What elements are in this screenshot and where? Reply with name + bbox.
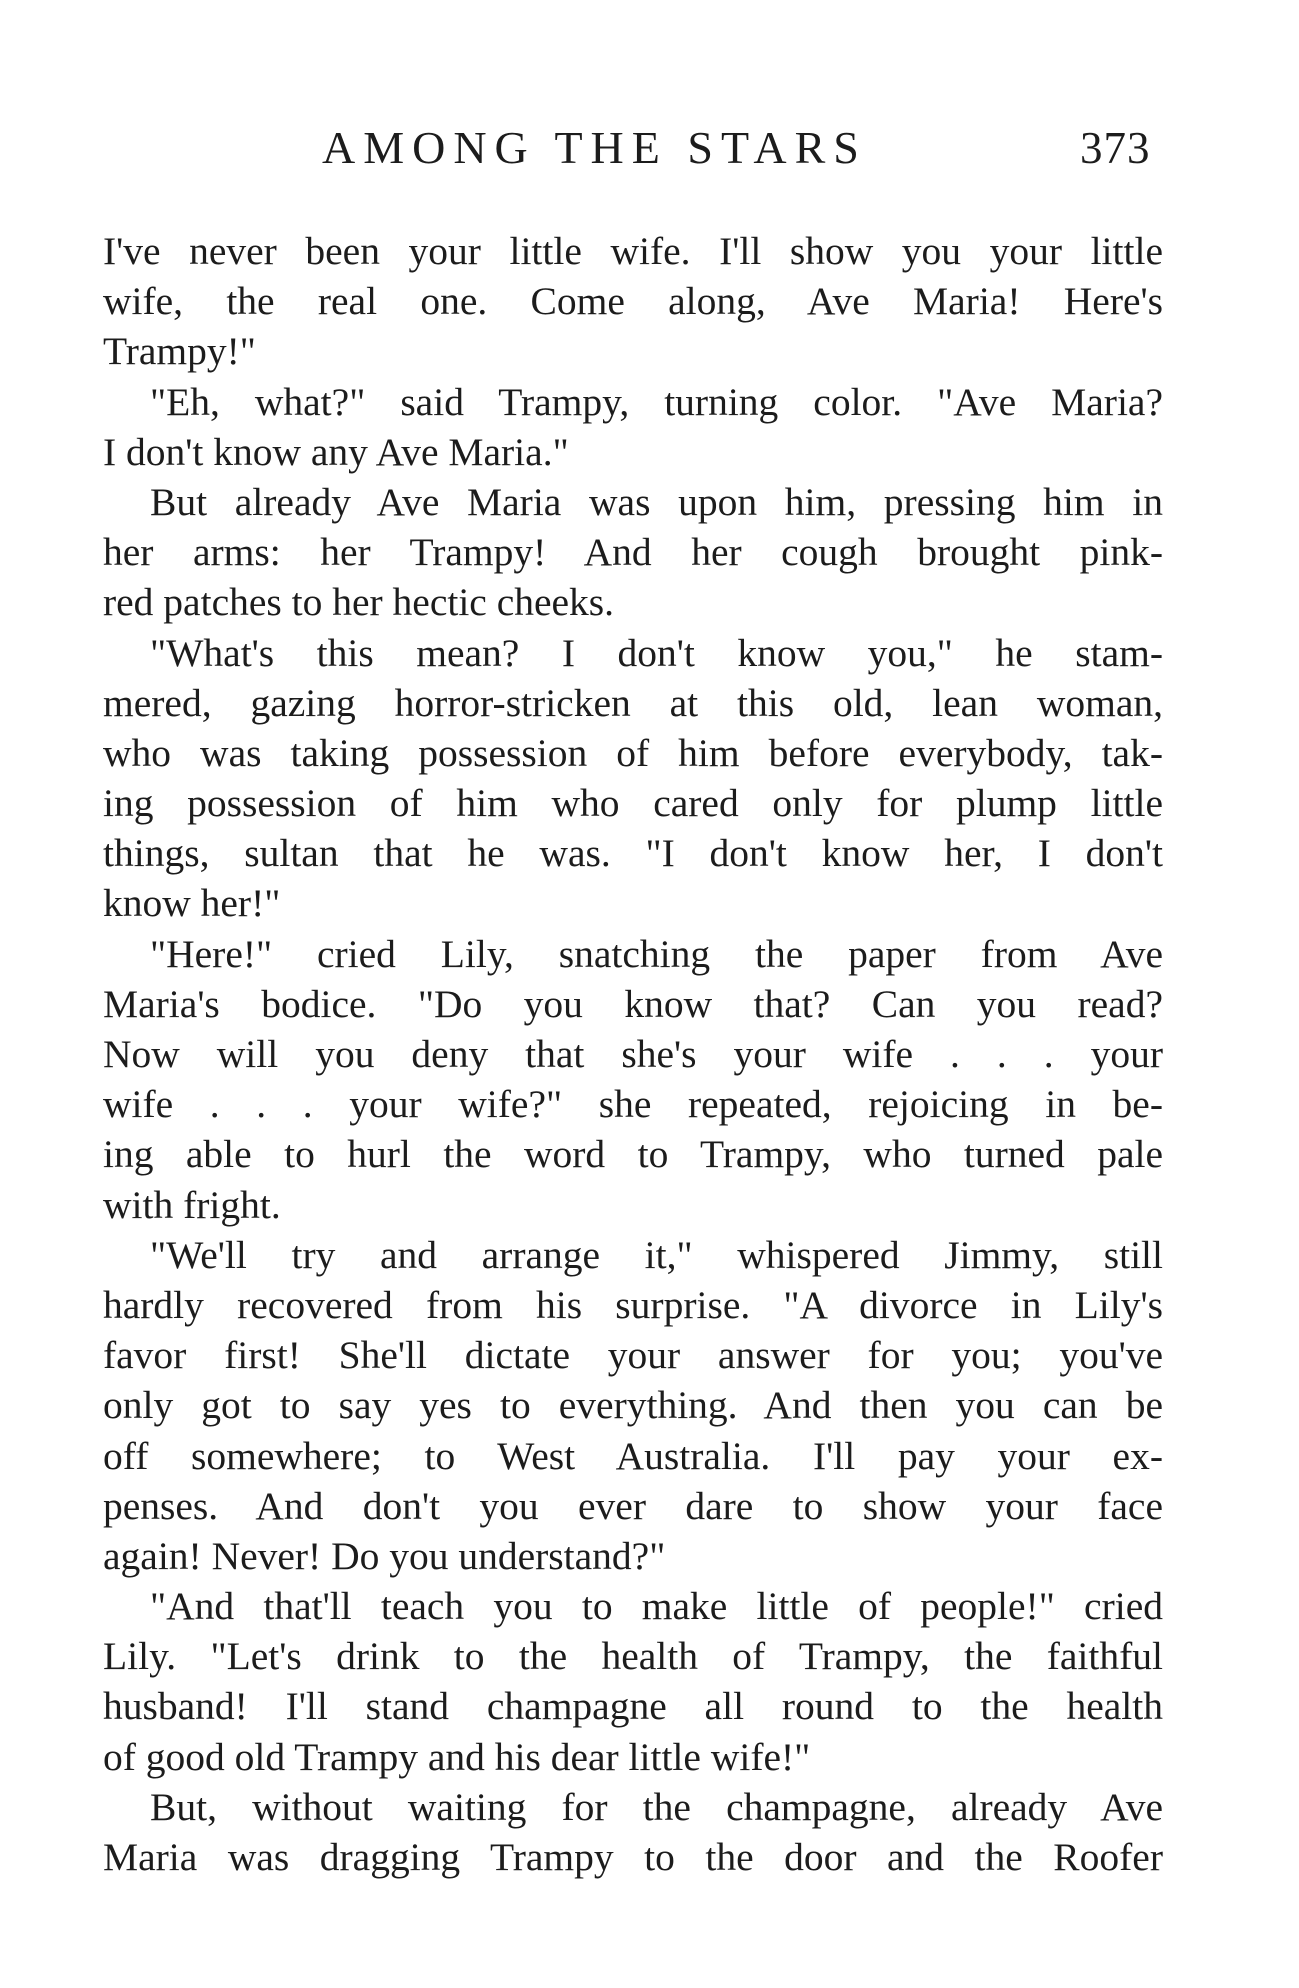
text-line: But already Ave Maria was upon him, pressing him in (150, 479, 1163, 524)
text-line: But, without waiting for the champagne, already Ave (150, 1784, 1163, 1829)
text-line: wife . . . your wife?" she repeated, rejoicing in be- (103, 1082, 1163, 1127)
text-line: "And that'll teach you to make little of people!" cried (150, 1584, 1163, 1629)
running-title: AMONG THE STARS (322, 122, 867, 173)
text-line: who was taking possession of him before everybody, tak- (103, 730, 1163, 775)
text-line: only got to say yes to everything. And then you can be (103, 1383, 1163, 1428)
text-line: her arms: her Trampy! And her cough brought pink- (103, 530, 1163, 575)
text-line: with fright. (103, 1182, 281, 1227)
text-line: know her!" (103, 881, 281, 926)
text-line: "Eh, what?" said Trampy, turning color. "Ave Maria? (150, 379, 1163, 424)
text-line: hardly recovered from his surprise. "A divorce in Lily's (103, 1282, 1163, 1327)
text-line: "What's this mean? I don't know you," he stam- (150, 630, 1163, 675)
text-line: "We'll try and arrange it," whispered Jimmy, still (150, 1232, 1163, 1277)
text-line: I don't know any Ave Maria." (103, 429, 569, 474)
text-line: "Here!" cried Lily, snatching the paper from Ave (150, 931, 1163, 976)
text-line: of good old Trampy and his dear little wife!" (103, 1734, 811, 1779)
text-line: penses. And don't you ever dare to show your face (103, 1483, 1163, 1528)
text-line: Lily. "Let's drink to the health of Trampy, the faithful (103, 1634, 1163, 1679)
text-line: ing able to hurl the word to Trampy, who turned pale (103, 1132, 1163, 1177)
text-line: Trampy!" (103, 329, 256, 374)
text-line: favor first! She'll dictate your answer for you; you've (103, 1333, 1163, 1378)
text-line: Now will you deny that she's your wife . . . your (103, 1032, 1163, 1076)
text-line: Maria's bodice. "Do you know that? Can you read? (103, 981, 1163, 1026)
text-line: wife, the real one. Come along, Ave Maria! Here's (103, 279, 1163, 324)
text-line: ing possession of him who cared only for plump little (103, 781, 1163, 826)
text-line: Maria was dragging Trampy to the door and the Roofer (103, 1835, 1163, 1879)
text-line: again! Never! Do you understand?" (103, 1533, 666, 1578)
page-number: 373 (1080, 123, 1151, 173)
body-text (103, 226, 1163, 1882)
text-line: I've never been your little wife. I'll show you your little (103, 229, 1163, 273)
text-line: mered, gazing horror-stricken at this old, lean woman, (103, 680, 1163, 725)
text-line: off somewhere; to West Australia. I'll pay your ex- (103, 1433, 1163, 1478)
text-line: red patches to her hectic cheeks. (103, 580, 615, 625)
text-line: things, sultan that he was. "I don't know her, I don't (103, 831, 1163, 876)
running-header (0, 118, 1299, 178)
text-line: husband! I'll stand champagne all round to the health (103, 1684, 1163, 1729)
